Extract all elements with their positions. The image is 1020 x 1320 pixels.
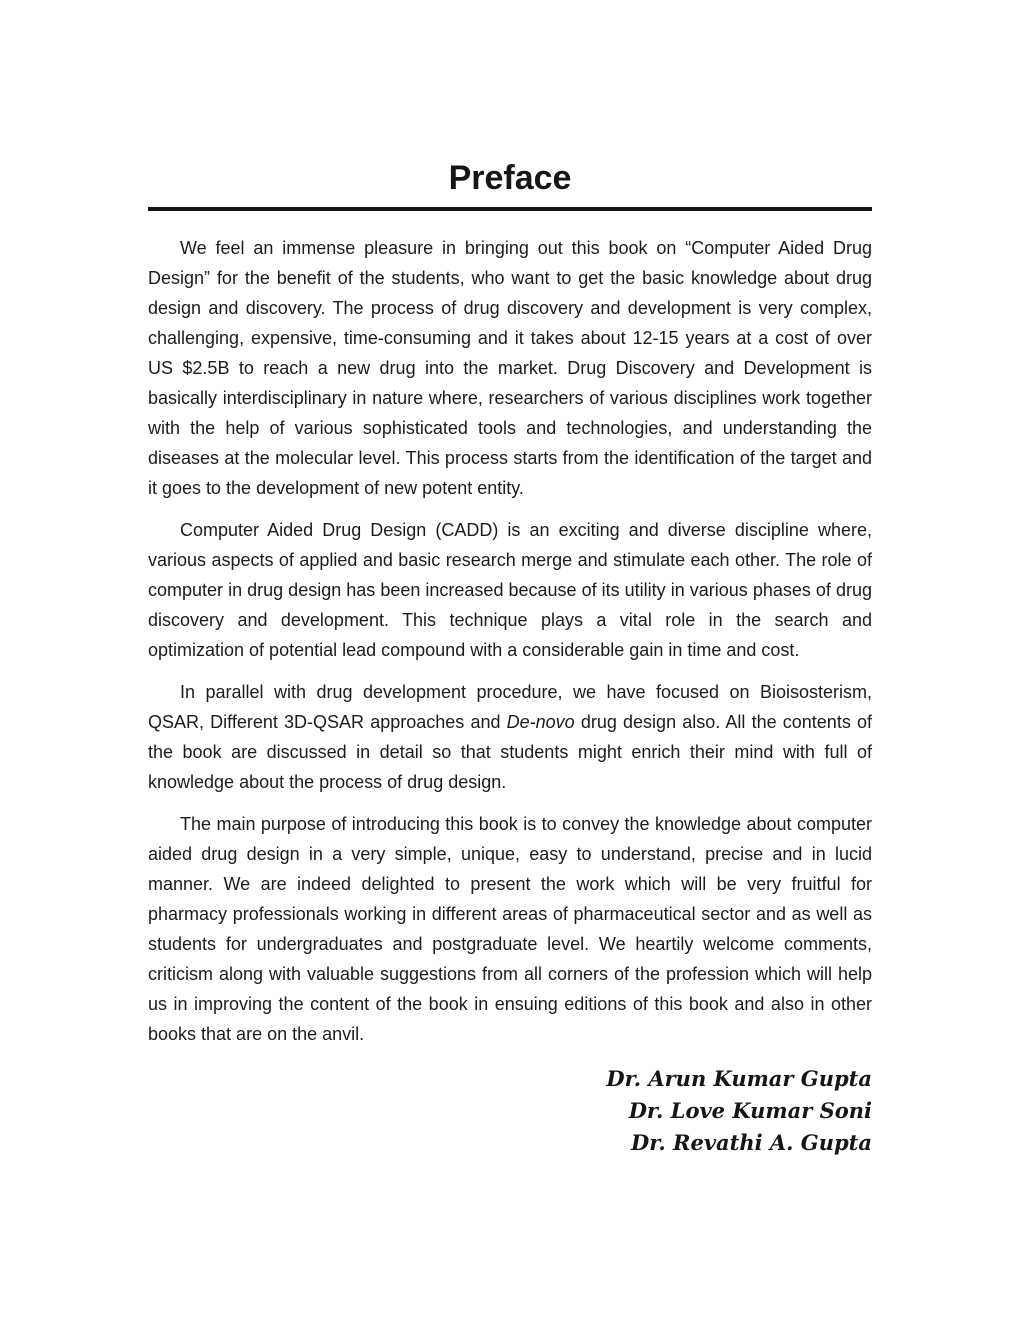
signature-line: Dr. Revathi A. Gupta <box>631 1130 872 1155</box>
signature-line: Dr. Love Kumar Soni <box>628 1098 872 1123</box>
paragraph-1: We feel an immense pleasure in bringing out this book on “Computer Aided Drug Design” for the benefit of the students, who want to get the basic knowledge about drug design and discovery. The process of drug discovery and development is very complex, challenging, expensive, time-consuming and it takes about 12-15 years at a cost of over US $2.5B to reach a new drug into the market. Drug Discovery and Development is basically interdisciplinary in nature where, researchers of various disciplines work together with the help of various sophisticated tools and technologies, and understanding the diseases at the molecular level. This process starts from the identification of the target and it goes to the development of new potent entity. <box>148 238 872 498</box>
signature-line: Dr. Arun Kumar Gupta <box>606 1066 872 1091</box>
paragraph-3-italic-term: De-novo <box>506 712 575 732</box>
page-title: Preface <box>448 159 572 197</box>
paragraph-4: The main purpose of introducing this book is to convey the knowledge about computer aided drug design in a very simple, unique, easy to understand, precise and in lucid manner. We are indeed delighted to present the work which will be very fruitful for pharmacy professionals working in different areas of pharmaceutical sector and as well as students for undergraduates and postgraduate level. We heartily welcome comments, criticism along with valuable suggestions from all corners of the profession which will help us in improving the content of the book in ensuing editions of this book and also in other books that are on the anvil. <box>148 814 872 1044</box>
paragraph-3-text-start: In parallel with drug development procedure, we have focused on Bioisosterism, QSAR, Different 3D-QSAR approaches and <box>148 682 872 732</box>
author-signatures <box>148 1063 872 1159</box>
title-divider <box>148 207 872 211</box>
paragraph-3 <box>148 677 872 797</box>
paragraph-2: Computer Aided Drug Design (CADD) is an exciting and diverse discipline where, various aspects of applied and basic research merge and stimulate each other. The role of computer in drug design has been increased because of its utility in various phases of drug discovery and development. This technique plays a vital role in the search and optimization of potential lead compound with a considerable gain in time and cost. <box>148 520 872 660</box>
preface-body <box>148 233 872 1049</box>
paragraph-3-text-end: drug design also. All the contents of the book are discussed in detail so that students might enrich their mind with full of knowledge about the process of drug design. <box>148 712 872 792</box>
